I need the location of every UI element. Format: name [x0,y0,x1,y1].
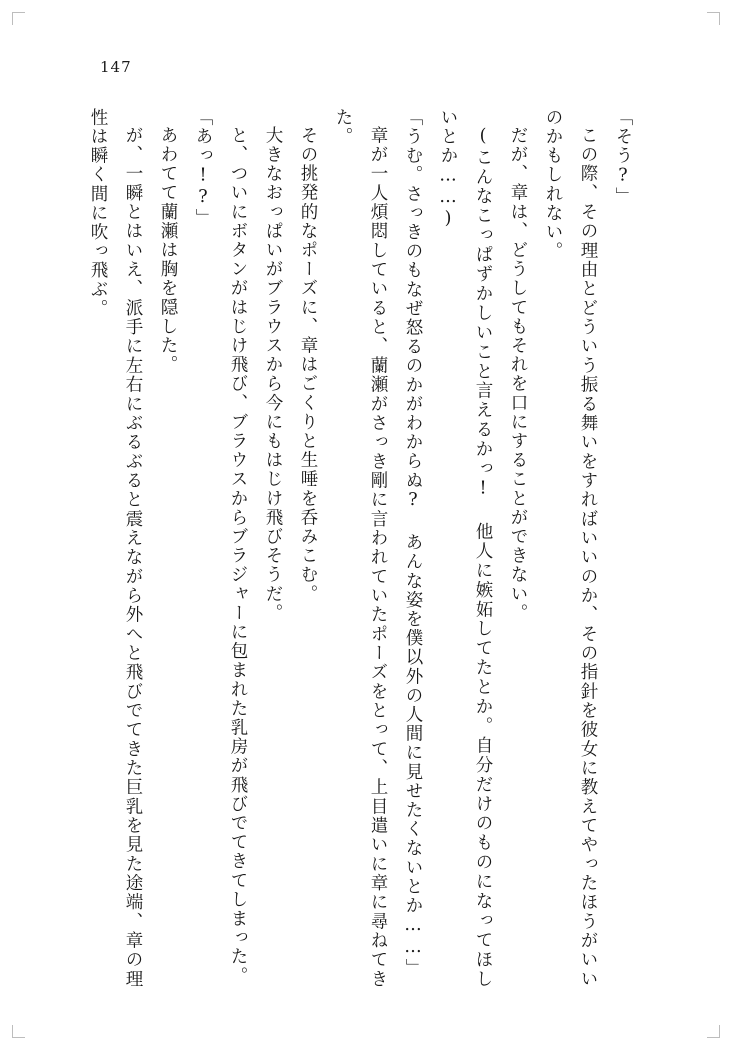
paragraph: 「そう?」 [613,108,633,206]
paragraph: 「うむ。さっきのもなぜ怒るのかがわからぬ? あんな姿を僕以外の人間に見せたくないとか……」 [403,108,423,978]
paragraph: その挑発的なポーズに、章はごくりと生唾を呑みこむ。 [298,125,318,603]
paragraph: だが、章は、どうしてもそれを口にすることができない。 [508,125,528,623]
paragraph: 「あっ!?」 [193,108,213,228]
paragraph: と、ついにボタンがはじけ飛び、ブラウスからブラジャーに包まれた乳房が飛びでてきてしまった。 [228,125,248,985]
page-body-text [88,108,640,988]
page-corner-mark-top-right [707,12,720,25]
paragraph: この際、その理由とどういう振る舞いをすればいいのか、その指針を彼女に教えてやったほうがいいのかもしれない。 [543,108,598,988]
paragraph: 章が一人煩悶していると、蘭瀬がさっき剛に言われていたポーズをとって、上目遣いに章に尋ねてきた。 [333,108,388,988]
paragraph: あわてて蘭瀬は胸を隠した。 [158,125,178,374]
page-corner-mark-top-left [12,12,25,25]
page-number: 147 [100,58,132,76]
paragraph: が、一瞬とはいえ、派手に左右にぶるぶると震えながら外へと飛びでてきた巨乳を見た途端、章の理性は瞬く間に吹っ飛ぶ。 [88,108,143,988]
page-corner-mark-bottom-left [12,1025,25,1038]
paragraph: 大きなおっぱいがブラウスから今にもはじけ飛びそうだ。 [263,125,283,623]
paragraph: (こんなこっぱずかしいこと言えるかっ! 他人に嫉妬してたとか。自分だけのものになってほしいとか……) [438,108,493,988]
page-corner-mark-bottom-right [707,1025,720,1038]
